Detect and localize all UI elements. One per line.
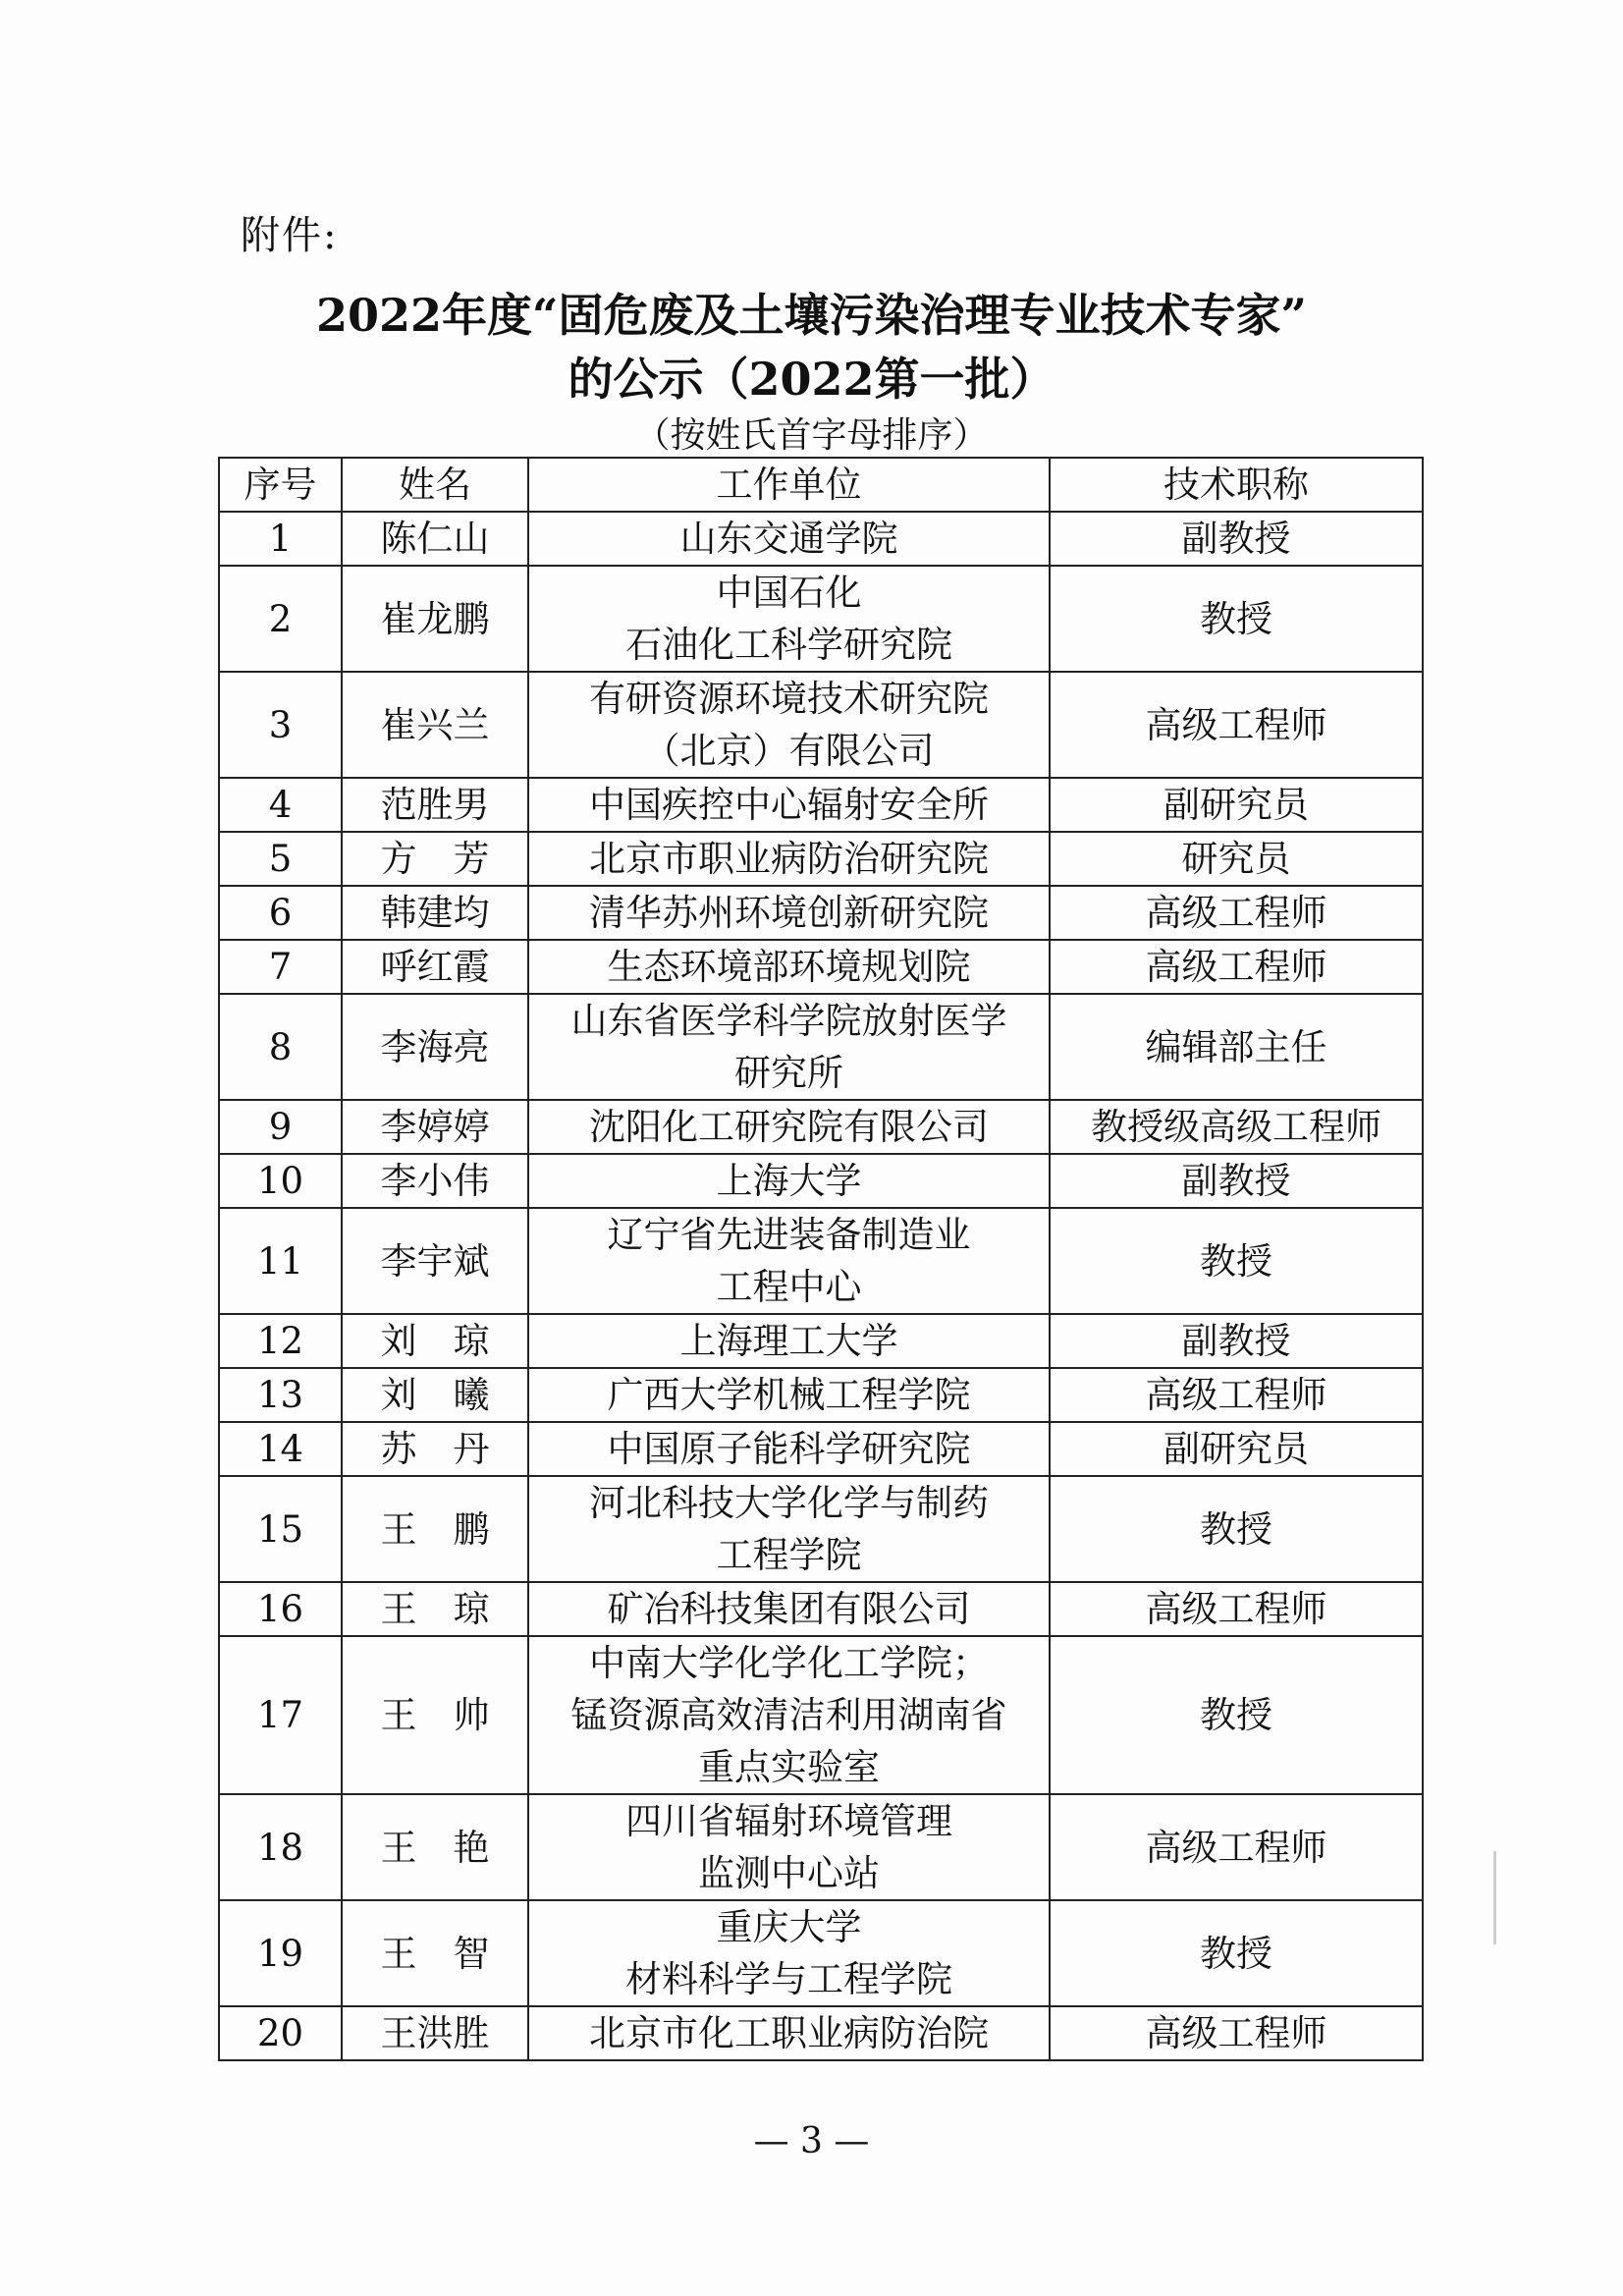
cell-name: 王洪胜 xyxy=(342,2006,528,2060)
cell-no: 3 xyxy=(219,672,342,778)
cell-unit-line: （北京）有限公司 xyxy=(643,730,935,772)
cell-unit-line: 中南大学化学化工学院； xyxy=(589,1642,989,1684)
table-row xyxy=(219,512,1423,566)
cell-name: 陈仁山 xyxy=(342,512,528,566)
cell-unit xyxy=(528,2006,1050,2060)
cell-title: 教授 xyxy=(1050,1636,1423,1794)
attachment-label: 附件: xyxy=(241,213,339,258)
cell-title: 教授 xyxy=(1050,1208,1423,1314)
table-row xyxy=(219,1794,1423,1900)
cell-title: 副教授 xyxy=(1050,1314,1423,1368)
cell-name: 刘 曦 xyxy=(342,1368,528,1422)
header-title: 技术职称 xyxy=(1050,458,1423,512)
cell-title: 高级工程师 xyxy=(1050,672,1423,778)
table-row xyxy=(219,1422,1423,1476)
cell-unit xyxy=(528,1794,1050,1900)
cell-no: 17 xyxy=(219,1636,342,1794)
cell-no: 9 xyxy=(219,1100,342,1154)
cell-unit-line: 清华苏州环境创新研究院 xyxy=(589,892,989,934)
cell-title: 研究员 xyxy=(1050,832,1423,886)
table-body xyxy=(219,512,1423,2060)
cell-unit xyxy=(528,1636,1050,1794)
cell-name: 方 芳 xyxy=(342,832,528,886)
cell-unit xyxy=(528,1208,1050,1314)
cell-unit-line: 沈阳化工研究院有限公司 xyxy=(589,1106,989,1148)
cell-unit xyxy=(528,1422,1050,1476)
cell-title: 高级工程师 xyxy=(1050,940,1423,994)
table-row xyxy=(219,1154,1423,1208)
cell-unit-line: 辽宁省先进装备制造业 xyxy=(607,1214,971,1256)
cell-unit-line: 山东省医学科学院放射医学 xyxy=(570,1000,1007,1042)
cell-unit-line: 四川省辐射环境管理 xyxy=(625,1800,952,1842)
cell-no: 13 xyxy=(219,1368,342,1422)
cell-name: 崔兴兰 xyxy=(342,672,528,778)
header-name: 姓名 xyxy=(342,458,528,512)
document-title-line2: 的公示（2022第一批） xyxy=(568,353,1055,406)
cell-unit xyxy=(528,1900,1050,2006)
cell-unit xyxy=(528,778,1050,832)
cell-unit-line: 工程学院 xyxy=(716,1534,862,1576)
table-row xyxy=(219,566,1423,672)
cell-unit-line: 中国疾控中心辐射安全所 xyxy=(589,784,989,826)
cell-unit-line: 山东交通学院 xyxy=(679,518,898,560)
table-row xyxy=(219,2006,1423,2060)
scan-edge-mark xyxy=(1493,1851,1496,1944)
cell-unit-line: 中国石化 xyxy=(716,572,862,614)
cell-name: 李小伟 xyxy=(342,1154,528,1208)
sort-note: （按姓氏首字母排序） xyxy=(634,415,989,456)
cell-unit xyxy=(528,1314,1050,1368)
cell-no: 19 xyxy=(219,1900,342,2006)
table-row xyxy=(219,832,1423,886)
cell-title: 编辑部主任 xyxy=(1050,994,1423,1100)
cell-unit-line: 生态环境部环境规划院 xyxy=(607,946,971,988)
cell-unit-line: 监测中心站 xyxy=(698,1852,880,1894)
cell-unit-line: 研究所 xyxy=(734,1052,843,1094)
table-row xyxy=(219,1208,1423,1314)
cell-no: 1 xyxy=(219,512,342,566)
table-header-row xyxy=(219,458,1423,512)
cell-unit-line: 上海理工大学 xyxy=(679,1320,898,1362)
cell-unit xyxy=(528,940,1050,994)
cell-unit xyxy=(528,1154,1050,1208)
cell-no: 2 xyxy=(219,566,342,672)
cell-unit-line: 上海大学 xyxy=(716,1160,862,1202)
cell-title: 高级工程师 xyxy=(1050,886,1423,940)
cell-no: 6 xyxy=(219,886,342,940)
table-row xyxy=(219,886,1423,940)
cell-no: 10 xyxy=(219,1154,342,1208)
cell-no: 18 xyxy=(219,1794,342,1900)
cell-name: 刘 琼 xyxy=(342,1314,528,1368)
cell-no: 14 xyxy=(219,1422,342,1476)
cell-unit-line: 工程中心 xyxy=(716,1266,862,1308)
cell-unit-line: 重庆大学 xyxy=(716,1906,862,1948)
cell-name: 范胜男 xyxy=(342,778,528,832)
cell-name: 王 鹏 xyxy=(342,1476,528,1582)
cell-no: 4 xyxy=(219,778,342,832)
cell-no: 7 xyxy=(219,940,342,994)
cell-title: 高级工程师 xyxy=(1050,1368,1423,1422)
cell-unit-line: 石油化工科学研究院 xyxy=(625,624,952,666)
table-row xyxy=(219,1900,1423,2006)
cell-unit xyxy=(528,832,1050,886)
cell-unit xyxy=(528,566,1050,672)
cell-title: 副教授 xyxy=(1050,512,1423,566)
cell-unit-line: 北京市职业病防治研究院 xyxy=(589,838,989,880)
cell-title: 高级工程师 xyxy=(1050,1582,1423,1636)
table-row xyxy=(219,1636,1423,1794)
table-row xyxy=(219,994,1423,1100)
cell-title: 高级工程师 xyxy=(1050,2006,1423,2060)
cell-name: 苏 丹 xyxy=(342,1422,528,1476)
cell-title: 教授 xyxy=(1050,566,1423,672)
cell-name: 李宇斌 xyxy=(342,1208,528,1314)
cell-name: 王 艳 xyxy=(342,1794,528,1900)
cell-unit-line: 矿冶科技集团有限公司 xyxy=(607,1588,971,1630)
cell-name: 王 琼 xyxy=(342,1582,528,1636)
cell-title: 副研究员 xyxy=(1050,1422,1423,1476)
table-row xyxy=(219,940,1423,994)
cell-name: 李婷婷 xyxy=(342,1100,528,1154)
page-number: — 3 — xyxy=(753,2121,870,2161)
header-no: 序号 xyxy=(219,458,342,512)
cell-name: 王 智 xyxy=(342,1900,528,2006)
cell-unit xyxy=(528,1368,1050,1422)
cell-name: 李海亮 xyxy=(342,994,528,1100)
cell-unit-line: 有研资源环境技术研究院 xyxy=(589,678,989,720)
table-row xyxy=(219,672,1423,778)
cell-unit-line: 广西大学机械工程学院 xyxy=(607,1374,971,1416)
expert-table xyxy=(218,457,1424,2061)
cell-title: 副教授 xyxy=(1050,1154,1423,1208)
cell-unit-line: 中国原子能科学研究院 xyxy=(607,1428,971,1470)
cell-unit xyxy=(528,1100,1050,1154)
cell-title: 高级工程师 xyxy=(1050,1794,1423,1900)
cell-unit xyxy=(528,672,1050,778)
cell-unit xyxy=(528,1582,1050,1636)
table-row xyxy=(219,1582,1423,1636)
cell-no: 5 xyxy=(219,832,342,886)
cell-title: 副研究员 xyxy=(1050,778,1423,832)
cell-no: 20 xyxy=(219,2006,342,2060)
header-unit: 工作单位 xyxy=(528,458,1050,512)
cell-title: 教授级高级工程师 xyxy=(1050,1100,1423,1154)
cell-no: 8 xyxy=(219,994,342,1100)
cell-title: 教授 xyxy=(1050,1900,1423,2006)
table-row xyxy=(219,1100,1423,1154)
table-row xyxy=(219,778,1423,832)
cell-name: 崔龙鹏 xyxy=(342,566,528,672)
cell-unit xyxy=(528,886,1050,940)
cell-name: 王 帅 xyxy=(342,1636,528,1794)
cell-name: 呼红霞 xyxy=(342,940,528,994)
table-row xyxy=(219,1368,1423,1422)
cell-title: 教授 xyxy=(1050,1476,1423,1582)
cell-unit-line: 河北科技大学化学与制药 xyxy=(589,1482,989,1524)
cell-no: 12 xyxy=(219,1314,342,1368)
cell-unit-line: 材料科学与工程学院 xyxy=(625,1958,952,2000)
cell-no: 16 xyxy=(219,1582,342,1636)
table-row xyxy=(219,1476,1423,1582)
cell-unit xyxy=(528,994,1050,1100)
cell-unit-line: 锰资源高效清洁利用湖南省 xyxy=(570,1694,1007,1736)
document-title-line1: 2022年度“固危废及土壤污染治理专业技术专家” xyxy=(316,289,1307,342)
cell-unit-line: 重点实验室 xyxy=(698,1746,880,1788)
cell-unit-line: 北京市化工职业病防治院 xyxy=(589,2012,989,2054)
cell-name: 韩建均 xyxy=(342,886,528,940)
table-row xyxy=(219,1314,1423,1368)
cell-no: 15 xyxy=(219,1476,342,1582)
cell-unit xyxy=(528,1476,1050,1582)
cell-no: 11 xyxy=(219,1208,342,1314)
cell-unit xyxy=(528,512,1050,566)
